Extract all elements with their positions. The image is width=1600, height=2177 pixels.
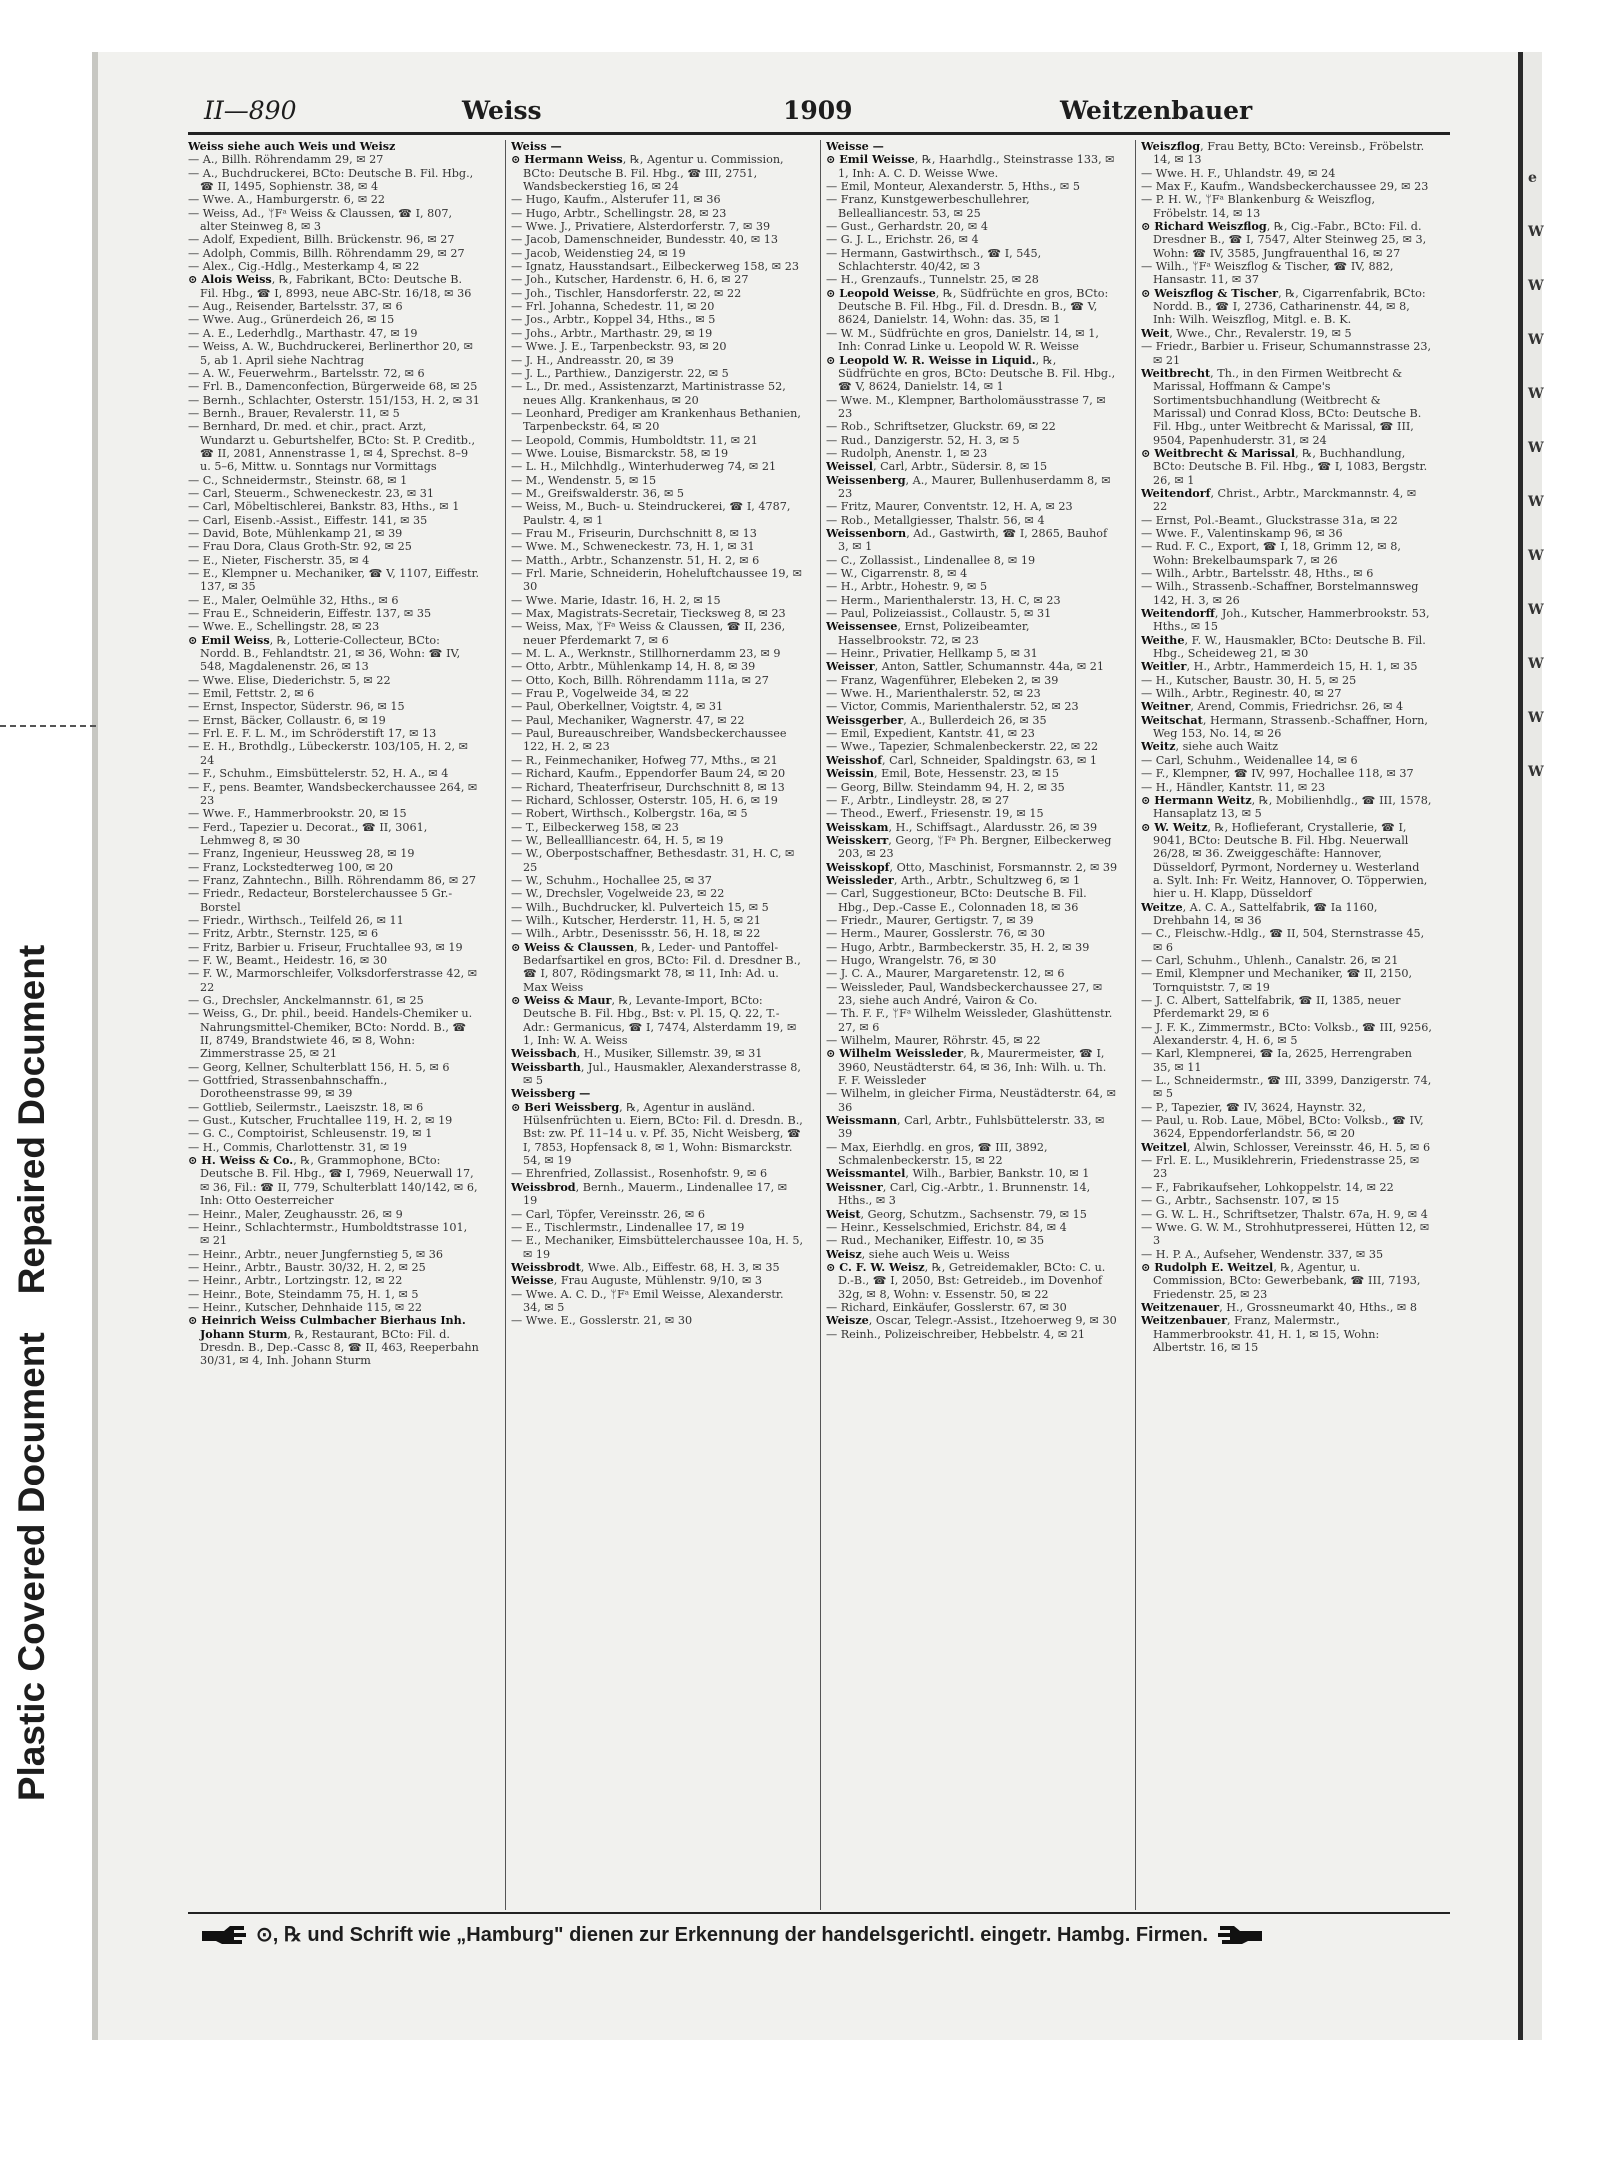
directory-entry: ⊙ Wilhelm Weissleder, ℞, Maurermeister, ☎ I, 3960, Neustädterstr. 64, ✉ 36, Inh: Wilh. u. Th. F. F. Weissleder bbox=[826, 1046, 1107, 1088]
directory-entry: Weitze, A. C. A., Sattelfabrik, ☎ Ia 1160, Drehbahn 14, ✉ 36 bbox=[1141, 899, 1378, 927]
directory-entry: — Aug., Reisender, Bartelsstr. 37, ✉ 6 bbox=[188, 300, 403, 314]
directory-entry: — Reinh., Polizeischreiber, Hebbelstr. 4, ✉ 21 bbox=[826, 1327, 1086, 1341]
directory-entry: — Weiss, Ad., ᛘFᵃ Weiss & Claussen, ☎ I, 807, alter Steinweg 8, ✉ 3 bbox=[188, 206, 453, 234]
directory-entry: — G. J. L., Erichstr. 26, ✉ 4 bbox=[826, 233, 979, 247]
footer-rule bbox=[188, 1912, 1450, 1914]
directory-entry: — Frau Dora, Claus Groth-Str. 92, ✉ 25 bbox=[188, 540, 412, 554]
side-label-repaired: Repaired Document bbox=[11, 944, 52, 1295]
directory-entry: — Ernst, Inspector, Süderstr. 96, ✉ 15 bbox=[188, 700, 405, 714]
dashed-marker bbox=[0, 725, 96, 727]
directory-entry: — E., Nieter, Fischerstr. 35, ✉ 4 bbox=[188, 553, 370, 567]
directory-entry: — A., Buchdruckerei, BCto: Deutsche B. Fil. Hbg., ☎ II, 1495, Sophienstr. 38, ✉ 4 bbox=[188, 166, 474, 194]
directory-entry: Weitbrecht, Th., in den Firmen Weitbrecht & Marissal, Hoffmann & Campe's Sortimentsbuchhandlung (Weitbrecht & Marissal) und Conrad Kloss, BCto: Deutsche B. Fil. Hbg., unter Weitbrecht & Marissal, ☎ III, 9504, Papenhuderstr. 31, ✉ 24 bbox=[1141, 365, 1422, 447]
directory-entry: — Franz, Wagenführer, Elebeken 2, ✉ 39 bbox=[826, 673, 1059, 687]
directory-entry: — M., Greifswalderstr. 36, ✉ 5 bbox=[511, 486, 685, 500]
directory-entry: Weissgerber, A., Bullerdeich 26, ✉ 35 bbox=[826, 712, 1047, 727]
directory-entry: — Wwe. J. E., Tarpenbeckstr. 93, ✉ 20 bbox=[511, 340, 727, 354]
directory-entry: — Emil, Monteur, Alexanderstr. 5, Hths., ✉ 5 bbox=[826, 180, 1080, 194]
directory-entry: — F., pens. Beamter, Wandsbeckerchaussee 264, ✉ 23 bbox=[188, 780, 478, 807]
directory-entry: Weitschat, Hermann, Strassenb.-Schaffner, Horn, Weg 153, No. 14, ✉ 26 bbox=[1141, 712, 1428, 741]
directory-entry: Weitzenbauer, Franz, Malermstr., Hammerbrookstr. 41, H. 1, ✉ 15, Wohn: Albertstr. 16, ✉ 15 bbox=[1141, 1313, 1380, 1354]
directory-entry: — Leopold, Commis, Humboldtstr. 11, ✉ 21 bbox=[511, 433, 758, 447]
directory-entry: — Georg, Kellner, Schulterblatt 156, H. 5, ✉ 6 bbox=[188, 1060, 450, 1074]
directory-entry: — Ernst, Bäcker, Collaustr. 6, ✉ 19 bbox=[188, 713, 386, 727]
directory-entry: — Richard, Kaufm., Eppendorfer Baum 24, ✉ 20 bbox=[511, 767, 786, 781]
directory-entry: — Bernhard, Dr. med. et chir., pract. Arzt, Wundarzt u. Geburtshelfer, BCto: St. P. Creditb., ☎ II, 2081, Annenstrasse 1, ✉ 4, Sprechst. 8–9 u. 5–6, Mittw. u. Sonntags nur Vormittags bbox=[188, 420, 476, 474]
directory-entry: — Jacob, Damenschneider, Bundesstr. 40, ✉ 13 bbox=[511, 233, 779, 247]
directory-entry: — H., Händler, Kantstr. 11, ✉ 23 bbox=[1141, 780, 1326, 794]
directory-entry: — Wwe. Aug., Grünerdeich 26, ✉ 15 bbox=[188, 313, 395, 327]
directory-entry: Weitler, H., Arbtr., Hammerdeich 15, H. 1, ✉ 35 bbox=[1141, 659, 1418, 674]
directory-entry: — A. W., Feuerwehrm., Bartelsstr. 72, ✉ 6 bbox=[188, 366, 425, 380]
fragment-letter: W bbox=[1528, 386, 1544, 402]
directory-entry: — Ernst, Pol.-Beamt., Gluckstrasse 31a, ✉ 22 bbox=[1141, 513, 1398, 527]
directory-entry: — Rud., Mechaniker, Eiffestr. 10, ✉ 35 bbox=[826, 1234, 1045, 1248]
directory-entry: Weissenberg, A., Maurer, Bullenhuserdamm 8, ✉ 23 bbox=[826, 472, 1111, 500]
directory-entry: Weitzel, Alwin, Schlosser, Vereinsstr. 46, H. 5, ✉ 6 bbox=[1141, 1139, 1431, 1154]
directory-entry: — Paul, Oberkellner, Voigtstr. 4, ✉ 31 bbox=[511, 700, 724, 714]
directory-entry: — F., Fabrikaufseher, Lohkoppelstr. 14, ✉ 22 bbox=[1141, 1180, 1394, 1194]
directory-entry: — Emil, Expedient, Kantstr. 41, ✉ 23 bbox=[826, 727, 1035, 741]
fragment-letter: e bbox=[1528, 170, 1537, 186]
header-left-word: Weiss bbox=[462, 96, 542, 125]
directory-entry: — Wwe. E., Gosslerstr. 21, ✉ 30 bbox=[511, 1314, 693, 1328]
directory-entry: — E., Mechaniker, Eimsbüttelerchaussee 10a, H. 5, ✉ 19 bbox=[511, 1234, 803, 1261]
directory-entry: — F., Schuhm., Eimsbüttelerstr. 52, H. A., ✉ 4 bbox=[188, 767, 449, 781]
directory-entry: Weissenborn, Ad., Gastwirth, ☎ I, 2865, Bauhof 3, ✉ 1 bbox=[826, 525, 1108, 554]
directory-entry: ⊙ Weitbrecht & Marissal, ℞, Buchhandlung, BCto: Deutsche B. Fil. Hbg., ☎ I, 1083, Bergstr. 26, ✉ 1 bbox=[1141, 445, 1428, 487]
directory-entry: — Heinr., Privatier, Hellkamp 5, ✉ 31 bbox=[826, 647, 1038, 661]
directory-entry: Weiss — bbox=[511, 140, 562, 153]
directory-entry: — Frl. Johanna, Schedestr. 11, ✉ 20 bbox=[511, 300, 715, 314]
directory-entry: — Heinr., Arbtr., Baustr. 30/32, H. 2, ✉ 25 bbox=[188, 1260, 426, 1274]
directory-entry: — Hugo, Kaufm., Alsterufer 11, ✉ 36 bbox=[511, 193, 721, 207]
directory-entry: — Fritz, Arbtr., Sternstr. 125, ✉ 6 bbox=[188, 927, 379, 941]
directory-entry: — Carl, Schuhm., Uhlenh., Canalstr. 26, ✉ 21 bbox=[1141, 953, 1399, 967]
directory-entry: — Jacob, Weidenstieg 24, ✉ 19 bbox=[511, 246, 686, 260]
directory-entry: — Adolph, Commis, Billh. Röhrendamm 29, ✉ 27 bbox=[188, 246, 465, 260]
directory-entry: Weitzenauer, H., Grossneumarkt 40, Hths., ✉ 8 bbox=[1141, 1299, 1417, 1314]
directory-entry: — Emil, Klempner und Mechaniker, ☎ II, 2150, Tornquiststr. 7, ✉ 19 bbox=[1141, 967, 1413, 994]
header-rule bbox=[188, 132, 1450, 135]
directory-entry: — Rob., Schriftsetzer, Gluckstr. 69, ✉ 22 bbox=[826, 420, 1056, 434]
directory-entry: — H., Kutscher, Baustr. 30, H. 5, ✉ 25 bbox=[1141, 673, 1357, 687]
directory-entry: — Alex., Cig.-Hdlg., Mesterkamp 4, ✉ 22 bbox=[188, 260, 420, 274]
directory-entry: Weiszflog, Frau Betty, BCto: Vereinsb., Fröbelstr. 14, ✉ 13 bbox=[1141, 140, 1425, 167]
directory-entry: — Heinr., Schlachtermstr., Humboldtstrasse 101, ✉ 21 bbox=[188, 1220, 468, 1248]
directory-entry: — Wilh., Kutscher, Herderstr. 11, H. 5, ✉ 21 bbox=[511, 913, 761, 927]
directory-entry: — Karl, Klempnerei, ☎ Ia, 2625, Herrengraben 35, ✉ 11 bbox=[1141, 1047, 1412, 1074]
directory-entry: — Rud., Danzigerstr. 52, H. 3, ✉ 5 bbox=[826, 433, 1020, 447]
directory-entry: — Richard, Einkäufer, Gosslerstr. 67, ✉ 30 bbox=[826, 1300, 1067, 1314]
directory-entry: — W., Belleallliancestr. 64, H. 5, ✉ 19 bbox=[511, 833, 724, 847]
directory-entry: — Frl. E. L., Musiklehrerin, Friedenstrasse 25, ✉ 23 bbox=[1141, 1154, 1420, 1181]
directory-entry: Weiss siehe auch Weis und Weisz bbox=[188, 140, 396, 153]
directory-entry: — Paul, Mechaniker, Wagnerstr. 47, ✉ 22 bbox=[511, 713, 745, 727]
directory-entry: — P. H. W., ᛘFᵃ Blankenburg & Weiszflog, Fröbelstr. 14, ✉ 13 bbox=[1141, 193, 1376, 220]
directory-entry: Weissmantel, Wilh., Barbier, Bankstr. 10, ✉ 1 bbox=[826, 1166, 1090, 1181]
directory-entry: — Weiss, G., Dr. phil., beeid. Handels-Chemiker u. Nahrungsmittel-Chemiker, BCto: Nordd. B., ☎ II, 8749, Brandstwiete 46, ✉ 8, Wohn: Zimmerstrasse 25, ✉ 21 bbox=[188, 1007, 473, 1061]
directory-entry: — Leonhard, Prediger am Krankenhaus Bethanien, Tarpenbeckstr. 64, ✉ 20 bbox=[511, 406, 801, 434]
directory-entry: — Wwe. M., Schweneckestr. 73, H. 1, ✉ 31 bbox=[511, 540, 755, 554]
directory-entry: — Wwe. E., Schellingstr. 28, ✉ 23 bbox=[188, 620, 380, 634]
directory-entry: Weissbach, H., Musiker, Sillemstr. 39, ✉ 31 bbox=[511, 1046, 763, 1061]
fragment-letter: W bbox=[1528, 710, 1544, 726]
directory-entry: — Wwe. F., Valentinskamp 96, ✉ 36 bbox=[1141, 526, 1343, 540]
directory-entry: — Hermann, Gastwirthsch., ☎ I, 545, Schlachterstr. 40/42, ✉ 3 bbox=[826, 246, 1042, 274]
page-edge-left bbox=[92, 52, 98, 2040]
directory-entry: — Frl. E. F. L. M., im Schröderstift 17, ✉ 13 bbox=[188, 727, 437, 741]
directory-entry: — Heinr., Arbtr., Lortzingstr. 12, ✉ 22 bbox=[188, 1274, 403, 1288]
directory-entry: — T., Eilbeckerweg 158, ✉ 23 bbox=[511, 820, 679, 834]
directory-entry: — Wilh., Strassenb.-Schaffner, Borstelmannsweg 142, H. 3, ✉ 26 bbox=[1141, 580, 1419, 607]
directory-entry: — Max, Magistrats-Secretair, Tiecksweg 8, ✉ 23 bbox=[511, 607, 786, 621]
directory-entry: Weissbrodt, Wwe. Alb., Eiffestr. 68, H. 3, ✉ 35 bbox=[511, 1259, 780, 1274]
directory-entry: — Gust., Kutscher, Fruchtallee 119, H. 2, ✉ 19 bbox=[188, 1114, 453, 1128]
fragment-letter: W bbox=[1528, 440, 1544, 456]
directory-entry: — F. W., Marmorschleifer, Volksdorferstrasse 42, ✉ 22 bbox=[188, 967, 478, 994]
directory-entry: — Georg, Billw. Steindamm 94, H. 2, ✉ 35 bbox=[826, 780, 1065, 794]
page-number: II—890 bbox=[204, 96, 297, 125]
directory-entry: — Wwe., Tapezier, Schmalenbeckerstr. 22, ✉ 22 bbox=[826, 740, 1099, 754]
directory-entry: ⊙ Richard Weiszflog, ℞, Cig.-Fabr., BCto: Fil. d. Dresdner B., ☎ I, 7547, Alter Steinweg 25, ✉ 3, Wohn: ☎ IV, 3585, Jungfrauenthal 16, ✉ 27 bbox=[1141, 219, 1427, 260]
footer-text: ⊙, ℞ und Schrift wie „Hamburg" dienen zur Erkennung der handelsgerichtl. eingetr. Hambg. Firmen. bbox=[256, 1923, 1209, 1946]
directory-entry: — W. M., Südfrüchte en gros, Danielstr. 14, ✉ 1, Inh: Conrad Linke u. Leopold W. R. Weisse bbox=[826, 326, 1099, 354]
directory-entry: ⊙ W. Weitz, ℞, Hoflieferant, Crystallerie, ☎ I, 9041, BCto: Deutsche B. Fil. Hbg. Neuerwall 26/28, ✉ 36. Zweiggeschäfte: Hannover, Düsseldorf, Pyrmont, Norderney u. Westerland a. Sylt. Inh: Fr. Weitz, Hannover, O. Töpperwien, hier u. H. Klapp, Düsseldorf bbox=[1141, 819, 1428, 901]
directory-entry: Weit, Wwe., Chr., Revalerstr. 19, ✉ 5 bbox=[1141, 325, 1352, 340]
directory-entry: — M. L. A., Werknstr., Stillhornerdamm 23, ✉ 9 bbox=[511, 647, 781, 661]
directory-entry: — Heinr., Kesselschmied, Erichstr. 84, ✉ 4 bbox=[826, 1220, 1067, 1234]
directory-columns bbox=[188, 140, 1450, 1910]
directory-entry: — Franz, Lockstedterweg 100, ✉ 20 bbox=[188, 860, 393, 874]
directory-entry: — Heinr., Bote, Steindamm 75, H. 1, ✉ 5 bbox=[188, 1287, 419, 1301]
directory-entry: ⊙ Hermann Weitz, ℞, Mobilienhdlg., ☎ III, 1578, Hansaplatz 13, ✉ 5 bbox=[1141, 792, 1432, 821]
directory-entry: Weisshof, Carl, Schneider, Spaldingstr. 63, ✉ 1 bbox=[826, 752, 1098, 767]
directory-entry: — Frau P., Vogelweide 34, ✉ 22 bbox=[511, 687, 689, 701]
side-label bbox=[2, 944, 62, 1802]
fragment-letter: W bbox=[1528, 548, 1544, 564]
directory-entry: — M., Wendenstr. 5, ✉ 15 bbox=[511, 473, 657, 487]
directory-entry: — Herm., Maurer, Gosslerstr. 76, ✉ 30 bbox=[826, 927, 1045, 941]
directory-entry: — E., Klempner u. Mechaniker, ☎ V, 1107, Eiffestr. 137, ✉ 35 bbox=[188, 567, 480, 594]
directory-entry: Weisskopf, Otto, Maschinist, Forsmannstr. 2, ✉ 39 bbox=[826, 859, 1118, 874]
directory-entry: — Joh., Tischler, Hansdorferstr. 22, ✉ 22 bbox=[511, 286, 742, 300]
directory-entry: — Theod., Ewerf., Friesenstr. 19, ✉ 15 bbox=[826, 807, 1044, 821]
directory-entry: ⊙ Emil Weiss, ℞, Lotterie-Collecteur, BCto: Nordd. B., Fehlandtstr. 21, ✉ 36, Wohn: ☎ IV, 548, Magdalenenstr. 26, ✉ 13 bbox=[188, 632, 461, 674]
directory-entry: Weissensee, Ernst, Polizeibeamter, Hasselbrookstr. 72, ✉ 23 bbox=[826, 619, 1030, 647]
directory-entry: Weissbrod, Bernh., Mauerm., Lindenallee 17, ✉ 19 bbox=[511, 1179, 788, 1208]
directory-entry: — Carl, Suggestioneur, BCto: Deutsche B. Fil. Hbg., Dep.-Casse E., Colonnaden 18, ✉ 36 bbox=[826, 887, 1087, 914]
directory-entry: — Wilh., Arbtr., Desenissstr. 56, H. 18, ✉ 22 bbox=[511, 927, 761, 941]
directory-entry: — W., Oberpostschaffner, Bethesdastr. 31, H. C, ✉ 25 bbox=[511, 847, 795, 874]
fragment-letter: W bbox=[1528, 278, 1544, 294]
fragment-letter: W bbox=[1528, 224, 1544, 240]
directory-entry: — H., Grenzaufs., Tunnelstr. 25, ✉ 28 bbox=[826, 273, 1039, 287]
directory-entry: — Friedr., Barbier u. Friseur, Schumannstrasse 23, ✉ 21 bbox=[1141, 340, 1432, 367]
directory-entry: — Max, Eierhdlg. en gros, ☎ III, 3892, Schmalenbeckerstr. 15, ✉ 22 bbox=[826, 1140, 1048, 1168]
directory-entry: — L., Dr. med., Assistenzarzt, Martinistrasse 52, neues Allg. Krankenhaus, ✉ 20 bbox=[511, 380, 786, 407]
directory-entry: — F., Arbtr., Lindleystr. 28, ✉ 27 bbox=[826, 793, 1010, 807]
directory-entry: — Frau M., Friseurin, Durchschnitt 8, ✉ 13 bbox=[511, 526, 757, 540]
directory-entry: — Paul, Polizeiassist., Collaustr. 5, ✉ 31 bbox=[826, 607, 1052, 621]
directory-entry: Weissmann, Carl, Arbtr., Fuhlsbüttelerstr. 33, ✉ 39 bbox=[826, 1113, 1105, 1141]
directory-entry: — Carl, Steuerm., Schweneckestr. 23, ✉ 31 bbox=[188, 486, 435, 500]
directory-entry: Weist, Georg, Schutzm., Sachsenstr. 79, ✉ 15 bbox=[826, 1206, 1087, 1221]
directory-entry: — Emil, Fettstr. 2, ✉ 6 bbox=[188, 687, 315, 701]
directory-entry: Weissin, Emil, Bote, Hessenstr. 23, ✉ 15 bbox=[826, 766, 1060, 781]
page-footer bbox=[200, 1918, 1440, 1950]
directory-entry: — E. H., Brothdlg., Lübeckerstr. 103/105, H. 2, ✉ 24 bbox=[188, 740, 468, 767]
fragment-letter: W bbox=[1528, 764, 1544, 780]
directory-entry: — J. L., Parthiew., Danzigerstr. 22, ✉ 5 bbox=[511, 366, 729, 380]
directory-entry: — W., Cigarrenstr. 8, ✉ 4 bbox=[826, 567, 968, 580]
directory-entry: ⊙ Heinrich Weiss Culmbacher Bierhaus Inh. Johann Sturm, ℞, Restaurant, BCto: Fil. d. Dresdn. B., Dep.-Cassc 8, ☎ II, 463, Reeperbahn 30/31, ✉ 4, Inh. Johann Sturm bbox=[188, 1313, 479, 1368]
directory-entry: — Carl, Möbeltischlerei, Bankstr. 83, Hths., ✉ 1 bbox=[188, 500, 460, 514]
directory-entry: — Wwe. A., Hamburgerstr. 6, ✉ 22 bbox=[188, 193, 386, 207]
directory-entry: — Heinr., Maler, Zeughausstr. 26, ✉ 9 bbox=[188, 1207, 403, 1221]
fragment-letter: W bbox=[1528, 332, 1544, 348]
directory-entry: — A. E., Lederhdlg., Marthastr. 47, ✉ 19 bbox=[188, 326, 418, 340]
directory-entry: — C., Fleischw.-Hdlg., ☎ II, 504, Sternstrasse 45, ✉ 6 bbox=[1141, 927, 1425, 954]
directory-entry: — L., Schneidermstr., ☎ III, 3399, Danzigerstr. 74, ✉ 5 bbox=[1141, 1074, 1432, 1101]
directory-entry: — E., Maler, Oelmühle 32, Hths., ✉ 6 bbox=[188, 593, 399, 607]
directory-entry: Weissel, Carl, Arbtr., Südersir. 8, ✉ 15 bbox=[826, 459, 1048, 474]
directory-entry: — J. C. Albert, Sattelfabrik, ☎ II, 1385, neuer Pferdemarkt 29, ✉ 6 bbox=[1141, 994, 1401, 1021]
directory-entry: ⊙ Beri Weissberg, ℞, Agentur in ausländ. Hülsenfrüchten u. Eiern, BCto: Fil. d. Dresdn. B., Bst: zw. Pf. 11–14 u. v. Pf. 35, Nicht Weisberg, ☎ I, 7853, Hopfensack 8, ✉ 1, Wohn: Bismarckstr. 54, ✉ 19 bbox=[511, 1099, 803, 1168]
directory-entry: — Ehrenfried, Zollassist., Rosenhofstr. 9, ✉ 6 bbox=[511, 1167, 768, 1181]
header-right-word: Weitzenbauer bbox=[1060, 96, 1253, 125]
directory-entry: — Friedr., Maurer, Gertigstr. 7, ✉ 39 bbox=[826, 913, 1034, 927]
fragment-letter: W bbox=[1528, 602, 1544, 618]
directory-column-1 bbox=[188, 140, 480, 1910]
directory-entry: — G., Arbtr., Sachsenstr. 107, ✉ 15 bbox=[1141, 1194, 1340, 1208]
side-label-plastic: Plastic Covered Document bbox=[11, 1332, 52, 1802]
directory-entry: — G., Drechsler, Anckelmannstr. 61, ✉ 25 bbox=[188, 994, 424, 1007]
directory-entry: Weissner, Carl, Cig.-Arbtr., 1. Brunnenstr. 14, Hths., ✉ 3 bbox=[826, 1179, 1091, 1208]
directory-entry: — G. C., Comptoirist, Schleusenstr. 19, ✉ 1 bbox=[188, 1127, 433, 1141]
directory-entry: Weisser, Anton, Sattler, Schumannstr. 44a, ✉ 21 bbox=[826, 659, 1105, 674]
directory-entry: — Wwe. J., Privatiere, Alsterdorferstr. 7, ✉ 39 bbox=[511, 220, 771, 234]
directory-entry: — Wilh., Buchdrucker, kl. Pulverteich 15, ✉ 5 bbox=[511, 900, 769, 914]
directory-entry: Weitner, Arend, Commis, Friedrichsr. 26, ✉ 4 bbox=[1141, 699, 1404, 714]
directory-entry: — Matth., Arbtr., Schanzenstr. 51, H. 2, ✉ 6 bbox=[511, 553, 760, 567]
directory-entry: — H. P. A., Aufseher, Wendenstr. 337, ✉ 35 bbox=[1141, 1247, 1384, 1261]
directory-entry: — Joh., Kutscher, Hardenstr. 6, H. 6, ✉ 27 bbox=[511, 273, 749, 287]
directory-entry: — Otto, Koch, Billh. Röhrendamm 111a, ✉ 27 bbox=[511, 673, 769, 687]
directory-entry: — Richard, Schlosser, Osterstr. 105, H. 6, ✉ 19 bbox=[511, 793, 778, 807]
directory-entry: — Weiss, Max, ᛘFᵃ Weiss & Claussen, ☎ II, 236, neuer Pferdemarkt 7, ✉ 6 bbox=[511, 620, 786, 647]
directory-entry: — Ferd., Tapezier u. Decorat., ☎ II, 3061, Lehmweg 8, ✉ 30 bbox=[188, 820, 428, 847]
directory-entry: — H., Arbtr., Hohestr. 9, ✉ 5 bbox=[826, 580, 988, 594]
directory-entry: ⊙ Weiszflog & Tischer, ℞, Cigarrenfabrik, BCto: Nordd. B., ☎ I, 2736, Catharinenstr. 44, ✉ 8, Inh: Wilh. Weiszflog, Mitgl. e. B. K. bbox=[1141, 285, 1426, 327]
directory-entry: ⊙ Leopold W. R. Weisse in Liquid., ℞, Südfrüchte en gros, BCto: Deutsche B. Fil. Hbg., ☎ V, 8624, Danielstr. 14, ✉ 1 bbox=[826, 352, 1116, 394]
directory-entry: — Rud. F. C., Export, ☎ I, 18, Grimm 12, ✉ 8, Wohn: Brekelbaumspark 7, ✉ 26 bbox=[1141, 540, 1401, 567]
directory-entry: — Carl, Töpfer, Vereinsstr. 26, ✉ 6 bbox=[511, 1207, 705, 1221]
directory-entry: — Hugo, Arbtr., Schellingstr. 28, ✉ 23 bbox=[511, 206, 727, 220]
directory-entry: — Wilh., ᛘFᵃ Weiszflog & Tischer, ☎ IV, 882, Hansastr. 11, ✉ 37 bbox=[1141, 260, 1394, 287]
directory-column-3 bbox=[826, 140, 1118, 1910]
directory-entry: — Gottfried, Strassenbahnschaffn., Dorotheenstrasse 99, ✉ 39 bbox=[188, 1074, 388, 1101]
header-year: 1909 bbox=[783, 96, 853, 125]
directory-entry: — Wwe. F., Hammerbrookstr. 20, ✉ 15 bbox=[188, 807, 407, 821]
directory-entry: — W., Schuhm., Hochallee 25, ✉ 37 bbox=[511, 873, 712, 887]
directory-entry: — Heinr., Kutscher, Dehnhaide 115, ✉ 22 bbox=[188, 1300, 422, 1314]
directory-entry: — Th. F. F., ᛘFᵃ Wilhelm Weissleder, Glashüttenstr. 27, ✉ 6 bbox=[826, 1007, 1113, 1034]
directory-entry: — Frl. B., Damenconfection, Bürgerweide 68, ✉ 25 bbox=[188, 380, 478, 394]
directory-entry: — J. H., Andreasstr. 20, ✉ 39 bbox=[511, 353, 674, 367]
directory-entry: — Herm., Marienthalerstr. 13, H. C, ✉ 23 bbox=[826, 593, 1061, 607]
directory-entry: — Johs., Arbtr., Marthastr. 29, ✉ 19 bbox=[511, 326, 713, 340]
directory-entry: — Fritz, Barbier u. Friseur, Fruchtallee 93, ✉ 19 bbox=[188, 940, 463, 954]
directory-entry: — Jos., Arbtr., Koppel 34, Hths., ✉ 5 bbox=[511, 313, 716, 327]
directory-entry: — Wilh., Arbtr., Bartelsstr. 48, Hths., ✉ 6 bbox=[1141, 567, 1374, 580]
directory-entry: — Heinr., Arbtr., neuer Jungfernstieg 5, ✉ 36 bbox=[188, 1247, 444, 1261]
pointing-hand-icon bbox=[200, 1923, 246, 1945]
fragment-letter: W bbox=[1528, 494, 1544, 510]
directory-entry: — F., Klempner, ☎ IV, 997, Hochallee 118, ✉ 37 bbox=[1141, 767, 1414, 781]
directory-entry: — Rob., Metallgiesser, Thalstr. 56, ✉ 4 bbox=[826, 513, 1045, 527]
directory-entry: — Gust., Gerhardstr. 20, ✉ 4 bbox=[826, 220, 988, 234]
directory-entry: — Wwe. M., Klempner, Bartholomäusstrasse 7, ✉ 23 bbox=[826, 393, 1106, 420]
directory-entry: — Wwe. H., Marienthalerstr. 52, ✉ 23 bbox=[826, 687, 1041, 701]
next-page-fragment bbox=[1528, 170, 1542, 818]
directory-entry: — Max F., Kaufm., Wandsbeckerchaussee 29, ✉ 23 bbox=[1141, 180, 1429, 194]
directory-entry: — A., Billh. Röhrendamm 29, ✉ 27 bbox=[188, 153, 384, 167]
directory-entry: — J. F. K., Zimmermstr., BCto: Volksb., ☎ III, 9256, Alexanderstr. 4, H. 6, ✉ 5 bbox=[1141, 1020, 1432, 1048]
directory-entry: — C., Zollassist., Lindenallee 8, ✉ 19 bbox=[826, 553, 1036, 567]
directory-entry: ⊙ C. F. W. Weisz, ℞, Getreidemakler, BCto: C. u. D.-B., ☎ I, 2050, Bst: Getreideb., im Dovenhof 32g, ✉ 8, Wohn: v. Essenstr. 50, ✉ 22 bbox=[826, 1259, 1106, 1301]
directory-entry: — Wwe. H. F., Uhlandstr. 49, ✉ 24 bbox=[1141, 166, 1336, 180]
directory-entry: — Friedr., Redacteur, Borstelerchaussee 5 Gr.-Borstel bbox=[188, 887, 453, 914]
directory-entry: Weissleder, Arth., Arbtr., Schultzweg 6, ✉ 1 bbox=[826, 872, 1081, 887]
directory-entry: — E., Tischlermstr., Lindenallee 17, ✉ 19 bbox=[511, 1220, 745, 1234]
directory-entry: — R., Feinmechaniker, Hofweg 77, Mths., ✉ 21 bbox=[511, 753, 778, 767]
directory-column-4 bbox=[1141, 140, 1433, 1910]
directory-entry: — Bernh., Schlachter, Osterstr. 151/153, H. 2, ✉ 31 bbox=[188, 393, 480, 407]
directory-entry: Weissbarth, Jul., Hausmakler, Alexanderstrasse 8, ✉ 5 bbox=[511, 1059, 801, 1088]
directory-entry: — Hugo, Arbtr., Barmbeckerstr. 35, H. 2, ✉ 39 bbox=[826, 940, 1090, 954]
directory-entry: Weithe, F. W., Hausmakler, BCto: Deutsche B. Fil. Hbg., Scheideweg 21, ✉ 30 bbox=[1141, 632, 1426, 661]
directory-entry: ⊙ Weiss & Maur, ℞, Levante-Import, BCto: Deutsche B. Fil. Hbg., Bst: v. Pl. 15, Q. 22, T.-Adr.: Germanicus, ☎ I, 7474, Alsterdamm 19, ✉ 1, Inh: W. A. Weiss bbox=[511, 993, 797, 1048]
directory-entry: ⊙ Weiss & Claussen, ℞, Leder- und Pantoffel-Bedarfsartikel en gros, BCto: Fil. d. Dresdner B., ☎ I, 807, Rödingsmarkt 78, ✉ 11, Inh: Ad. u. Max Weiss bbox=[511, 939, 801, 994]
directory-entry: ⊙ Leopold Weisse, ℞, Südfrüchte en gros, BCto: Deutsche B. Fil. Hbg., Fil. d. Dresdn. B., ☎ V, 8624, Danielstr. 14, Wohn: das. 35, ✉ 1 bbox=[826, 285, 1109, 327]
directory-entry: Weisse — bbox=[826, 140, 884, 153]
pointing-hand-icon bbox=[1218, 1923, 1264, 1945]
directory-entry: — Wwe. Louise, Bismarckstr. 58, ✉ 19 bbox=[511, 446, 729, 460]
directory-entry: — Weissleder, Paul, Wandsbeckerchaussee 27, ✉ 23, siehe auch André, Vairon & Co. bbox=[826, 980, 1103, 1007]
directory-entry: — Wwe. Elise, Diederichstr. 5, ✉ 22 bbox=[188, 673, 391, 687]
directory-entry: Weisse, Frau Auguste, Mühlenstr. 9/10, ✉ 3 bbox=[511, 1273, 763, 1288]
directory-entry: ⊙ Hermann Weiss, ℞, Agentur u. Commission, BCto: Deutsche B. Fil. Hbg., ☎ III, 2751, Wandsbeckerstieg 16, ✉ 24 bbox=[511, 152, 784, 194]
directory-entry: — Wilhelm, Maurer, Röhrstr. 45, ✉ 22 bbox=[826, 1034, 1041, 1048]
directory-entry: — L. H., Milchhdlg., Winterhuderweg 74, ✉ 21 bbox=[511, 460, 777, 474]
directory-entry: — J. C. A., Maurer, Margaretenstr. 12, ✉ 6 bbox=[826, 967, 1065, 981]
directory-entry: Weisskerr, Georg, ᛘFᵃ Ph. Bergner, Eilbeckerweg 203, ✉ 23 bbox=[826, 832, 1112, 861]
directory-entry: ⊙ Alois Weiss, ℞, Fabrikant, BCto: Deutsche B. Fil. Hbg., ☎ I, 8993, neue ABC-Str. 16/18, ✉ 36 bbox=[188, 272, 472, 300]
directory-entry: — Weiss, A. W., Buchdruckerei, Berlinerthor 20, ✉ 5, ab 1. April siehe Nachtrag bbox=[188, 340, 474, 367]
directory-entry: — Ignatz, Hausstandsart., Eilbeckerweg 158, ✉ 23 bbox=[511, 260, 799, 274]
directory-entry: — Franz, Zahntechn., Billh. Röhrendamm 86, ✉ 27 bbox=[188, 873, 476, 887]
directory-entry: — Gottlieb, Seilermstr., Laeiszstr. 18, ✉ 6 bbox=[188, 1100, 424, 1114]
directory-entry: — Hugo, Wrangelstr. 76, ✉ 30 bbox=[826, 953, 997, 967]
directory-entry: — Wilh., Arbtr., Reginestr. 40, ✉ 27 bbox=[1141, 687, 1342, 701]
directory-entry: — H., Commis, Charlottenstr. 31, ✉ 19 bbox=[188, 1140, 408, 1154]
directory-entry: Weitendorf, Christ., Arbtr., Marckmannstr. 4, ✉ 22 bbox=[1141, 485, 1417, 514]
directory-entry: — David, Bote, Mühlenkamp 21, ✉ 39 bbox=[188, 526, 403, 540]
directory-entry: — Frl. Marie, Schneiderin, Hoheluftchaussee 19, ✉ 30 bbox=[511, 567, 802, 594]
directory-entry: — W., Drechsler, Vogelweide 23, ✉ 22 bbox=[511, 887, 725, 901]
directory-entry: — Bernh., Brauer, Revalerstr. 11, ✉ 5 bbox=[188, 406, 400, 420]
fragment-letter: W bbox=[1528, 656, 1544, 672]
directory-entry: — Robert, Wirthsch., Kolbergstr. 16a, ✉ 5 bbox=[511, 807, 748, 821]
directory-entry: — Frau E., Schneiderin, Eiffestr. 137, ✉ 35 bbox=[188, 607, 432, 621]
directory-entry: — F. W., Beamt., Heidestr. 16, ✉ 30 bbox=[188, 953, 388, 967]
directory-entry: — Fritz, Maurer, Conventstr. 12, H. A, ✉ 23 bbox=[826, 500, 1073, 514]
directory-entry: ⊙ Emil Weisse, ℞, Haarhdlg., Steinstrasse 133, ✉ 1, Inh: A. C. D. Weisse Wwe. bbox=[826, 152, 1115, 180]
directory-entry: — Victor, Commis, Marienthalerstr. 52, ✉ 23 bbox=[826, 700, 1079, 714]
directory-entry: — Adolf, Expedient, Billh. Brückenstr. 96, ✉ 27 bbox=[188, 233, 455, 247]
directory-entry: — Wwe. A. C. D., ᛘFᵃ Emil Weisse, Alexanderstr. 34, ✉ 5 bbox=[511, 1287, 784, 1314]
directory-entry: — Carl, Eisenb.-Assist., Eiffestr. 141, ✉ 35 bbox=[188, 513, 428, 527]
page-header bbox=[200, 96, 1445, 132]
directory-entry: — Richard, Theaterfriseur, Durchschnitt 8, ✉ 13 bbox=[511, 780, 785, 794]
directory-entry: Weisze, Oscar, Telegr.-Assist., Itzehoerweg 9, ✉ 30 bbox=[826, 1313, 1117, 1328]
directory-entry: — Weiss, M., Buch- u. Steindruckerei, ☎ I, 4787, Paulstr. 4, ✉ 1 bbox=[511, 500, 791, 527]
directory-entry: — Carl, Schuhm., Weidenallee 14, ✉ 6 bbox=[1141, 753, 1358, 767]
directory-entry: Weissberg — bbox=[511, 1086, 591, 1101]
directory-entry: — Paul, u. Rob. Laue, Möbel, BCto: Volksb., ☎ IV, 3624, Eppendorferlandstr. 56, ✉ 20 bbox=[1141, 1114, 1424, 1141]
directory-entry: — G. W. L. H., Schriftsetzer, Thalstr. 67a, H. 9, ✉ 4 bbox=[1141, 1207, 1428, 1221]
directory-entry: Weisskam, H., Schiffsagt., Alardusstr. 26, ✉ 39 bbox=[826, 819, 1098, 834]
directory-entry: — Wilhelm, in gleicher Firma, Neustädterstr. 64, ✉ 36 bbox=[826, 1087, 1117, 1114]
directory-entry: — Wwe. Marie, Idastr. 16, H. 2, ✉ 15 bbox=[511, 593, 721, 607]
directory-entry: ⊙ Rudolph E. Weitzel, ℞, Agentur, u. Commission, BCto: Gewerbebank, ☎ III, 7193, Friedenstr. 25, ✉ 23 bbox=[1141, 1259, 1421, 1301]
directory-column-2 bbox=[511, 140, 803, 1910]
directory-entry: — Paul, Bureauschreiber, Wandsbeckerchaussee 122, H. 2, ✉ 23 bbox=[511, 727, 787, 754]
directory-entry: Weisz, siehe auch Weis u. Weiss bbox=[826, 1246, 1010, 1261]
directory-entry: — P., Tapezier, ☎ IV, 3624, Haynstr. 32, bbox=[1141, 1100, 1366, 1114]
directory-entry: — Otto, Arbtr., Mühlenkamp 14, H. 8, ✉ 39 bbox=[511, 660, 756, 674]
directory-entry: — Franz, Kunstgewerbeschullehrer, Bellealliancestr. 53, ✉ 25 bbox=[826, 193, 1030, 220]
directory-entry: — Friedr., Wirthsch., Teilfeld 26, ✉ 11 bbox=[188, 913, 404, 927]
directory-entry: ⊙ H. Weiss & Co., ℞, Grammophone, BCto: Deutsche B. Fil. Hbg., ☎ I, 7969, Neuerwall 17, ✉ 36, Fil.: ☎ II, 779, Schulterblatt 140/142, ✉ 6, Inh: Otto Oesterreicher bbox=[188, 1153, 478, 1208]
directory-entry: — Franz, Ingenieur, Heussweg 28, ✉ 19 bbox=[188, 847, 415, 861]
directory-entry: — Rudolph, Anenstr. 1, ✉ 23 bbox=[826, 446, 988, 460]
directory-entry: Weitz, siehe auch Waitz bbox=[1141, 739, 1279, 754]
directory-entry: — C., Schneidermstr., Steinstr. 68, ✉ 1 bbox=[188, 473, 408, 487]
directory-entry: — Wwe. G. W. M., Strohhutpresserei, Hütten 12, ✉ 3 bbox=[1141, 1220, 1430, 1248]
directory-entry: Weitendorff, Joh., Kutscher, Hammerbrookstr. 53, Hths., ✉ 15 bbox=[1141, 606, 1430, 634]
